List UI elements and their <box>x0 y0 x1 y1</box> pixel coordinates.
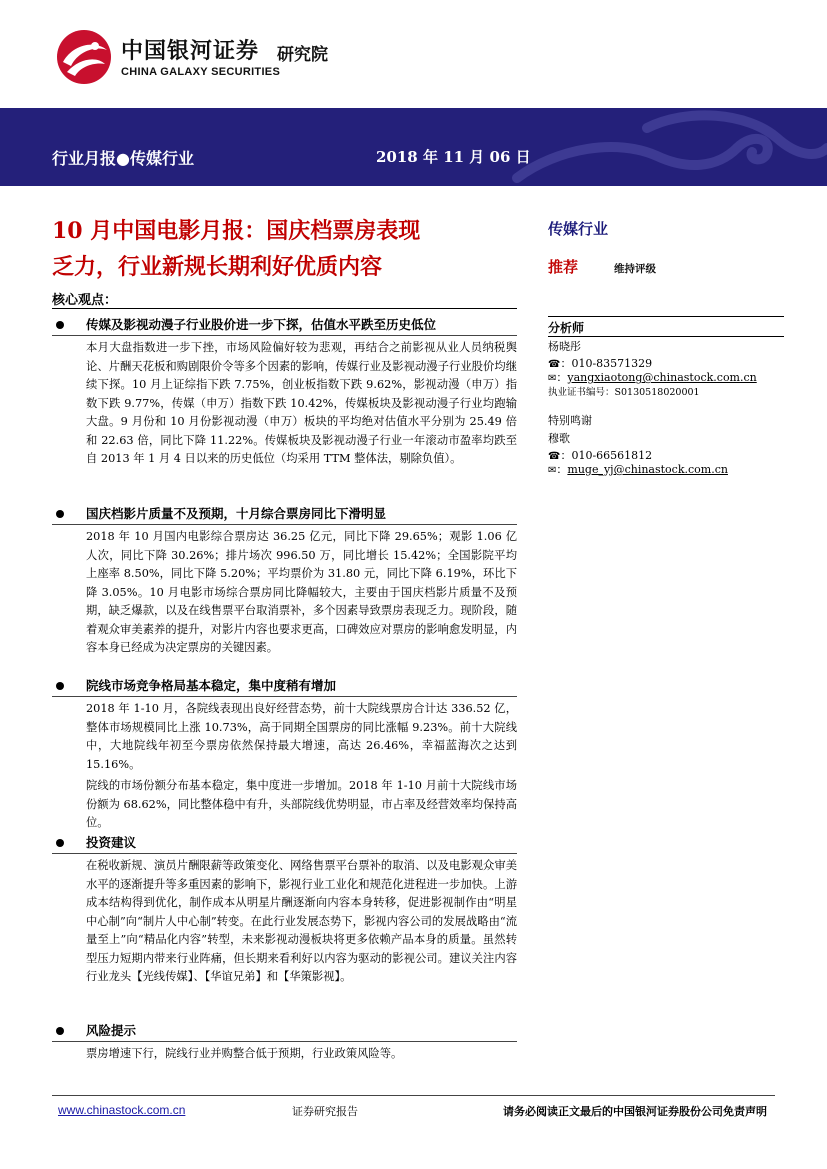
email-icon: ✉ <box>548 373 557 384</box>
section-paragraph: 票房增速下行，院线行业并购整合低于预期，行业政策风险等。 <box>86 1047 403 1060</box>
section-heading: 传媒及影视动漫子行业股价进一步下探，估值水平跌至历史低位 <box>52 316 517 336</box>
thanks-email-link[interactable]: muge_yj@chinastock.com.cn <box>567 463 728 476</box>
phone-icon: ☎ <box>548 359 561 370</box>
bullet-icon <box>56 839 64 847</box>
analyst-heading: 分析师 <box>548 321 585 335</box>
analyst-phone: 010-83571329 <box>571 357 653 370</box>
section-paragraph: 本月大盘指数进一步下挫，市场风险偏好较为悲观，再结合之前影视从业人员纳税舆论、片酬天花板和购剧限价令等多个因素的影响，传媒行业及影视动漫子行业股价均继续下探。10 月上证综指下跌 7.75%，创业板指数下跌 9.62%，影视动漫（申万）指数下跌 9.77%，传媒（申万）指数下跌 10.42%，传媒板块及影视动漫子行业均跑输大盘。9 月份和 10 月份影视动漫（申万）板块的平均绝对估值水平分别为 25.49 倍和 22.63 倍，同比下降 11.22%。传媒板块及影视动漫子行业一年滚动市盈率均跌至自 2013 年 1 月 4 日以来的历史低位（均采用 TTM 整体法，剔除负值）。 <box>86 341 517 465</box>
footer-report-type: 证券研究报告 <box>292 1105 358 1118</box>
company-logo <box>55 28 375 88</box>
logo-chinese-name: 中国银河证券 <box>121 39 260 64</box>
thanks-phone: 010-66561812 <box>571 449 653 462</box>
analyst-phone-row: ☎：010-83571329 <box>548 357 653 370</box>
bullet-icon <box>56 321 64 329</box>
footer-disclaimer: 请务必阅读正文最后的中国银河证券股份公司免责声明 <box>503 1105 767 1118</box>
thanks-name: 穆歌 <box>548 432 570 445</box>
analyst-email-link[interactable]: yangxiaotong@chinastock.com.cn <box>567 371 757 384</box>
galaxy-logo-icon <box>55 28 113 86</box>
core-views-label: 核心观点： <box>52 293 118 308</box>
title-divider <box>52 308 517 309</box>
phone-icon: ☎ <box>548 451 561 462</box>
header-banner <box>0 108 827 186</box>
section-heading: 风险提示 <box>52 1022 517 1042</box>
section-heading: 院线市场竞争格局基本稳定，集中度稍有增加 <box>52 677 517 697</box>
footer-website-link[interactable]: www.chinastock.com.cn <box>58 1103 186 1117</box>
report-date: 2018 年 11 月 06 日 <box>376 148 531 166</box>
thanks-phone-row: ☎：010-66561812 <box>548 449 653 462</box>
cloud-swirl-decoration <box>497 108 827 186</box>
footer-divider <box>52 1095 775 1096</box>
rating-note: 维持评级 <box>614 263 656 275</box>
report-title-line-1: 10 月中国电影月报：国庆档票房表现 <box>52 218 421 244</box>
research-institute-label: 研究院 <box>277 45 328 65</box>
report-title-line-2: 乏力，行业新规长期利好优质内容 <box>52 254 383 280</box>
bullet-icon <box>56 1027 64 1035</box>
section-paragraph: 在税收新规、演员片酬限薪等政策变化、网络售票平台票补的取消、以及电影观众审美水平的逐渐提升等多重因素的影响下，影视行业工业化和规范化进程进一步加快。上游成本结构得到优化，制作成本从明星片酬逐渐向内容本身转移，促进影视制作由“明星中心制”向“制片人中心制”转变。在此行业发展态势下，影视内容公司的发展战略由“流量至上”向“精品化内容”转型，未来影视动漫板块将更多依赖产品本身的质量。虽然转型压力短期内带来行业阵痛，但长期来看利好以内容为驱动的影视公司。建议关注内容行业龙头【光线传媒】、【华谊兄弟】和【华策影视】。 <box>86 859 517 983</box>
analyst-certificate: 执业证书编号：S0130518020001 <box>548 387 700 398</box>
bullet-icon <box>56 510 64 518</box>
thanks-email-row: ✉：muge_yj@chinastock.com.cn <box>548 463 728 476</box>
report-title <box>52 213 512 285</box>
email-icon: ✉ <box>548 465 557 476</box>
section-heading: 投资建议 <box>52 834 517 854</box>
sidebar-divider <box>548 336 784 337</box>
sidebar-divider <box>548 316 784 317</box>
sidebar-industry: 传媒行业 <box>548 220 609 238</box>
section-heading: 国庆档影片质量不及预期，十月综合票房同比下滑明显 <box>52 505 517 525</box>
rating-label: 推荐 <box>548 258 579 276</box>
analyst-name: 杨晓彤 <box>548 340 581 353</box>
section-paragraph: 院线的市场份额分布基本稳定，集中度进一步增加。2018 年 1-10 月前十大院线市场份额为 68.62%，同比整体稳中有升，头部院线优势明显，市占率及经营效率均保持高位。 <box>86 779 517 829</box>
section-paragraph: 2018 年 10 月国内电影综合票房达 36.25 亿元，同比下降 29.65%；观影 1.06 亿人次，同比下降 30.26%；排片场次 996.50 万，同比增长 15.42%；全国影院平均上座率 8.50%，同比下降 5.20%；平均票价为 31.80 元，同比下降 6.19%，环比下降 3.05%。10 月电影市场综合票房同比降幅较大，主要由于国庆档影片质量不及预期，缺乏爆款，以及在线售票平台取消票补，多个因素导致票房表现乏力。现阶段，随着观众审美素养的提升，对影片内容也要求更高，口碑效应对票房的影响愈发明显，内容本身已经成为决定票房的关键因素。 <box>86 530 517 654</box>
report-category: 行业月报●传媒行业 <box>52 149 194 168</box>
logo-english-name: CHINA GALAXY SECURITIES <box>121 66 281 78</box>
section-paragraph: 2018 年 1-10 月，各院线表现出良好经营态势，前十大院线票房合计达 336.52 亿，整体市场规模同比上涨 10.73%，高于同期全国票房的同比涨幅 9.23%。前十大院线中，大地院线年初至今票房依然保持最大增速，高达 26.46%，幸福蓝海次之达到 15.16%。 <box>86 702 517 771</box>
analyst-email-row: ✉：yangxiaotong@chinastock.com.cn <box>548 371 757 384</box>
bullet-icon <box>56 682 64 690</box>
thanks-heading: 特别鸣谢 <box>548 414 592 427</box>
